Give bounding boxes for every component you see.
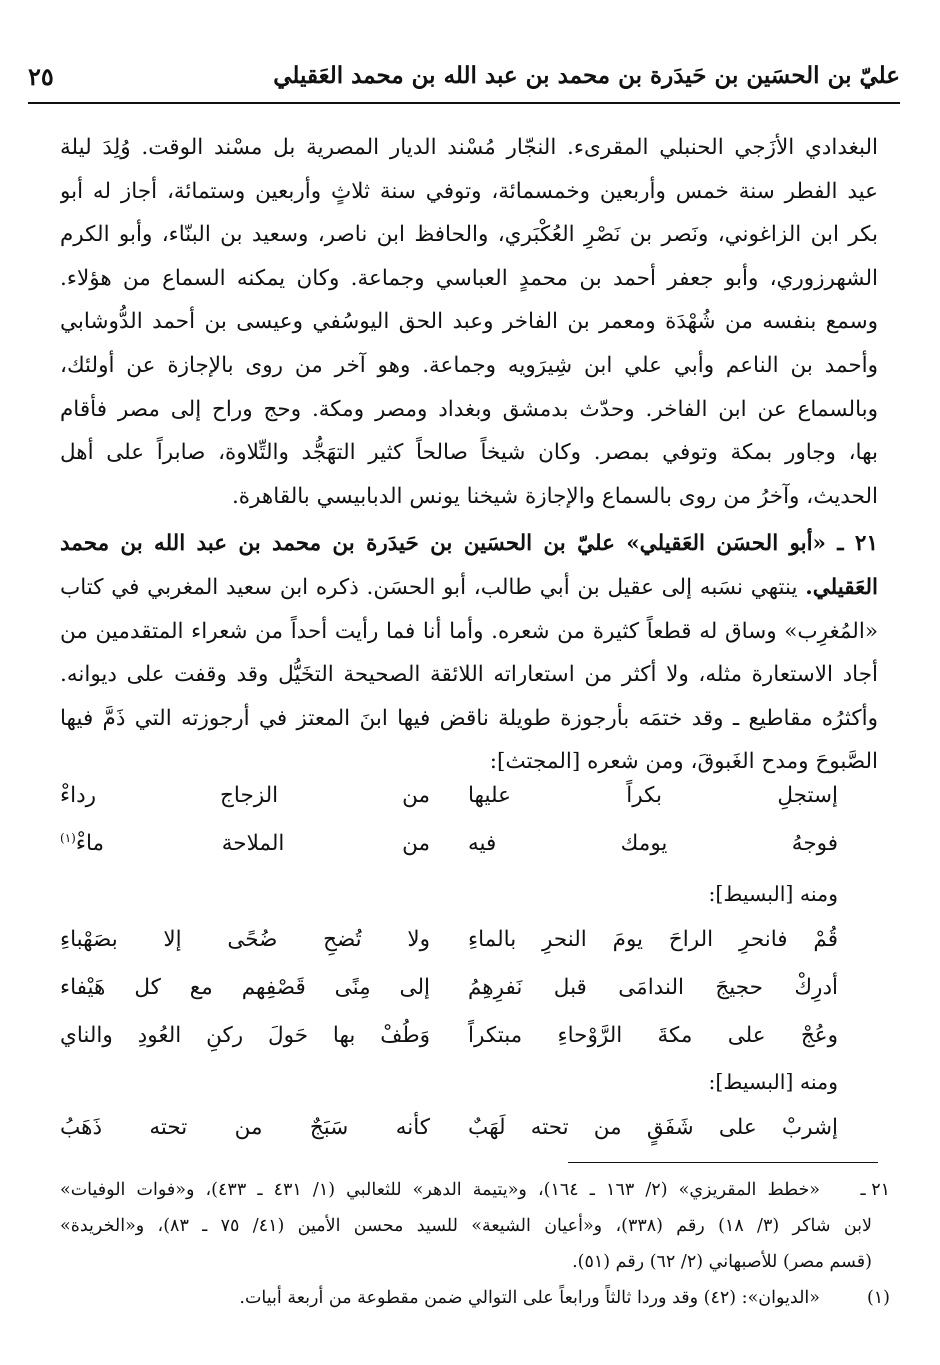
verse-first-hemistich: وعُجْ على مكةَ الرَّوْحاءِ مبتكراً (468, 1023, 838, 1048)
header-rule (28, 102, 900, 104)
verse-second-hemistich: ولا تُضحِ ضُحًى إلا بصَهْباءِ (60, 927, 430, 952)
verse (60, 1104, 878, 1152)
footnote-rule (568, 1162, 878, 1163)
text-line: وأكثرُه مقاطيع ـ وقد ختمَه بأرجوزة طويلة ناقض فيها ابنَ المعتز في أرجوزته التي ذَمَّ فيها (60, 705, 878, 731)
verse-second-hemistich-text: من الملاحة ماءْ (75, 831, 430, 856)
entry-heading: ٢١ ـ «أبو الحسَن العَقيلي» عليّ بن الحسَين بن حَيدَرة بن محمد بن عبد الله بن محمد (60, 531, 878, 557)
footnote-line (60, 1208, 878, 1244)
text-line: وأحمد بن الناعم وأبي علي ابن شِيرَويه وجماعة. وهو آخر من روى بالإجازة عن أولئك، (60, 352, 878, 378)
footnote-line (60, 1172, 890, 1208)
footnote-number: (١) (866, 1288, 890, 1308)
footnote-text: «الديوان»: (٤٢) وقد وردا ثالثاً ورابعاً على التوالي ضمن مقطوعة من أربعة أبيات. (239, 1288, 820, 1308)
verse (60, 772, 878, 820)
poem-basit-2 (60, 1060, 878, 1152)
text-line: الصَّبوحَ ومدح الغَبوقَ، ومن شعره [المجتث]: (489, 749, 878, 775)
verse-first-hemistich: إستجلِ بكراً عليها (468, 783, 838, 808)
footnote-marker: (١) (60, 830, 76, 845)
footnote-line (60, 1244, 878, 1280)
verse (60, 820, 878, 868)
verse (60, 964, 878, 1012)
text-line: وبالسماع عن ابن الفاخر. وحدّث بدمشق وبغداد ومصر ومكة. وحج وراح إلى مصر فأقام (60, 396, 878, 422)
verse-first-hemistich: أدرِكْ حجيجَ الندامَى قبل نَفرِهِمُ (468, 975, 838, 1000)
verse-first-hemistich: قُمْ فانحرِ الراحَ يومَ النحرِ بالماءِ (468, 927, 838, 952)
footnote-text: لابن شاكر (٣/ ١٨) رقم (٣٣٨)، و«أعيان الشيعة» للسيد محسن الأمين (٤١/ ٧٥ ـ ٨٣)، و«الخريدة» (60, 1216, 873, 1236)
entry-intro: ينتهي نسَبه إلى عقيل بن أبي طالب، أبو الحسَن. ذكره ابن سعيد المغربي في كتاب (60, 574, 806, 600)
text-line: أجاد الاستعارة مثله، ولا أكثر من استعاراته اللائقة الصحيحة التخَيُّل وقد وقفت على ديوانه. (60, 662, 878, 688)
verse-second-hemistich: إلى مِنًى قَصْفِهم مع كل هَيْفاء (60, 975, 430, 1000)
text-line: الشهرزوري، وأبو جعفر أحمد بن محمدٍ العباسي وجماعة. وكان يمكنه السماع من هؤلاء. (60, 265, 878, 291)
verse-second-hemistich: وَطُفْ بها حَولَ ركنِ العُودِ والناي (60, 1023, 430, 1048)
main-text (60, 126, 878, 784)
verse-intro: ومنه [البسيط]: (708, 882, 838, 906)
text-line: البغدادي الأزَجي الحنبلي المقرىء. النجّار مُسْند الديار المصرية بل مسْند الوقت. وُلِدَ ليلة (60, 135, 878, 160)
footnotes (60, 1172, 890, 1316)
text-line: «المُغرِب» وساق له قطعاً كثيرة من شعره. وأما أنا فما رأيت أحداً من شعراء المتقدمين من (60, 618, 878, 644)
poem-mujtath (60, 772, 878, 868)
entry-heading-continued (60, 566, 878, 610)
verse-second-hemistich (60, 820, 430, 868)
text-line: الحديث، وآخرُ من روى بالسماع والإجازة شيخنا يونس الدبابيسي بالقاهرة. (231, 483, 878, 509)
text-line: عيد الفطر سنة خمس وأربعين وخمسمائة، وتوفي سنة ثلاثٍ وأربعين وستمائة، أجاز له أبو (60, 178, 878, 204)
text-line: بها، وجاور بمكة وتوفي بمصر. وكان شيخاً صالحاً كثير التهَجُّد والتِّلاوة، صابراً على أهل (60, 440, 878, 466)
verse-second-hemistich: من الزجاج رداءْ (60, 783, 430, 808)
running-header (28, 58, 900, 102)
footnote-text: «خطط المقريزي» (٢/ ١٦٣ ـ ١٦٤)، و«يتيمة الدهر» للثعالبي (١/ ٤٣١ ـ ٤٣٣)، و«فوات الوفيات» (60, 1180, 820, 1200)
footnote-text: (قسم مصر) للأصبهاني (٢/ ٦٢) رقم (٥١). (572, 1252, 872, 1272)
verse-second-hemistich: كأنه سَبَجٌ من تحته ذَهَبُ (60, 1115, 430, 1140)
page-number: ٢٥ (28, 62, 54, 91)
text-line: وسمع بنفسه من شُهْدَة ومعمر بن الفاخر وعبد الحق اليوسُفي وعيسى بن أحمد الدُّوشابي (60, 309, 878, 335)
verse-first-hemistich: فوجهُ يومك فيه (468, 831, 838, 856)
verse (60, 1012, 878, 1060)
footnote-number: ٢١ ـ (860, 1180, 890, 1200)
footnote-line (60, 1280, 890, 1316)
poem-basit-1 (60, 872, 878, 1060)
verse-first-hemistich: إشربْ على شَفَقٍ من تحته لَهَبٌ (468, 1115, 838, 1140)
text-line: بكر ابن الزاغوني، ونَصر بن نَصْرِ العُكْبَري، والحافظ ابن ناصر، وسعيد بن البنّاء، وأبو الكرم (60, 222, 878, 248)
running-title: عليّ بن الحسَين بن حَيدَرة بن محمد بن عبد الله بن محمد العَقيلي (273, 62, 900, 89)
verse (60, 916, 878, 964)
entry-name: العَقيلي. (805, 574, 878, 600)
verse-intro: ومنه [البسيط]: (708, 1070, 838, 1094)
